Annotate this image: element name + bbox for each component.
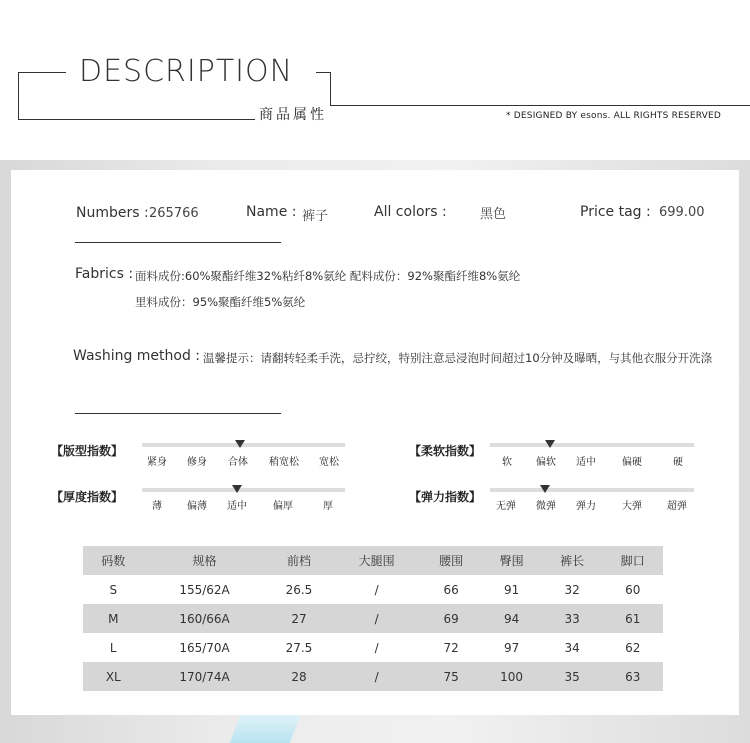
thickness-option: 薄 <box>152 501 162 512</box>
table-cell: 72 <box>443 640 459 655</box>
elasticity-option: 微弹 <box>536 501 556 512</box>
table-cell: 60 <box>625 582 641 597</box>
table-cell: 170/74A <box>144 662 266 691</box>
softness-index-marker <box>545 440 555 448</box>
numbers-label: Numbers : <box>76 205 149 221</box>
description-subtitle: 商品属性 <box>259 107 327 123</box>
table-cell: 91 <box>503 582 520 597</box>
elasticity-index-label: 【弹力指数】 <box>409 490 482 504</box>
softness-option: 适中 <box>576 457 596 468</box>
frame-line <box>18 72 19 120</box>
thickness-index-marker <box>232 485 242 493</box>
fit-option: 修身 <box>187 457 207 468</box>
thickness-option: 厚 <box>323 501 333 512</box>
table-header: 脚口 <box>602 546 663 575</box>
table-cell: 155/62A <box>179 582 230 597</box>
table-cell: 97 <box>503 640 520 655</box>
thickness-option: 适中 <box>227 501 247 512</box>
divider-line <box>330 105 750 106</box>
fit-option: 稍宽松 <box>269 457 299 468</box>
fit-index-marker <box>235 440 245 448</box>
price-value: 699.00 <box>659 205 705 220</box>
washing-label: Washing method : <box>73 348 201 364</box>
table-header: 臀围 <box>481 546 542 575</box>
header-section <box>0 0 750 160</box>
elasticity-index-track <box>490 488 694 492</box>
fabrics-label: Fabrics : <box>75 266 134 282</box>
elasticity-index-marker <box>540 485 550 493</box>
background-photo-detail <box>230 715 300 743</box>
softness-option: 偏软 <box>536 457 556 468</box>
fit-index-label: 【版型指数】 <box>51 444 124 458</box>
table-cell: 34 <box>564 640 580 655</box>
table-cell: 165/70A <box>179 640 230 655</box>
table-row <box>83 575 663 604</box>
table-cell: XL <box>83 662 144 691</box>
washing-value: 温馨提示：请翻转轻柔手洗，忌拧绞，特别注意忌浸泡时间超过10分钟及曝晒，与其他衣服分开洗涤 <box>203 351 713 365</box>
size-table <box>83 546 663 691</box>
section-divider <box>75 242 281 243</box>
name-value: 裤子 <box>302 209 329 224</box>
table-cell: 100 <box>481 662 542 691</box>
softness-option: 硬 <box>673 457 683 468</box>
table-header: 大腿围 <box>332 546 420 575</box>
fabrics-line-2: 里料成份：95%聚酯纤维5%氨纶 <box>135 295 306 309</box>
fabrics-line-1: 面料成份:60%聚酯纤维32%粘纤8%氨纶 配料成份：92%聚酯纤维8%氨纶 <box>135 269 521 283</box>
frame-line <box>330 72 331 105</box>
name-label: Name : <box>246 204 297 220</box>
table-header: 规格 <box>144 546 266 575</box>
fit-option: 宽松 <box>319 457 339 468</box>
softness-option: 偏硬 <box>622 457 642 468</box>
section-divider <box>75 413 281 414</box>
softness-option: 软 <box>502 457 512 468</box>
frame-line <box>18 72 66 73</box>
frame-line <box>316 72 330 73</box>
thickness-index-label: 【厚度指数】 <box>51 490 124 504</box>
elasticity-option: 大弹 <box>622 501 642 512</box>
elasticity-option: 无弹 <box>496 501 516 512</box>
table-cell: L <box>109 640 117 655</box>
table-cell: / <box>332 662 420 691</box>
softness-index-label: 【柔软指数】 <box>409 444 482 458</box>
elasticity-option: 超弹 <box>667 501 687 512</box>
table-header: 码数 <box>83 546 144 575</box>
price-label: Price tag : <box>580 204 651 220</box>
thickness-option: 偏薄 <box>187 501 207 512</box>
table-row <box>83 662 663 691</box>
table-header-row <box>83 546 663 575</box>
table-cell: S <box>109 582 118 597</box>
elasticity-option: 弹力 <box>576 501 596 512</box>
description-title: DESCRIPTION <box>79 54 294 89</box>
colors-label: All colors : <box>374 204 447 220</box>
table-cell: 66 <box>443 582 459 597</box>
table-cell: 160/66A <box>144 604 266 633</box>
thickness-option: 偏厚 <box>273 501 293 512</box>
table-row <box>83 633 663 662</box>
table-header: 前档 <box>266 546 333 575</box>
table-cell: M <box>83 604 144 633</box>
table-cell: / <box>374 640 379 655</box>
table-cell: 35 <box>542 662 603 691</box>
thickness-index-track <box>142 488 345 492</box>
fit-option: 紧身 <box>147 457 167 468</box>
table-cell: 62 <box>625 640 641 655</box>
rights-notice: * DESIGNED BY esons. ALL RIGHTS RESERVED <box>506 111 722 121</box>
table-cell: 94 <box>481 604 542 633</box>
colors-value: 黑色 <box>480 207 507 222</box>
table-cell: / <box>374 582 379 597</box>
table-cell: 32 <box>564 582 580 597</box>
table-cell: / <box>332 604 420 633</box>
table-cell: 61 <box>602 604 663 633</box>
table-cell: 69 <box>421 604 482 633</box>
table-cell: 27 <box>266 604 333 633</box>
fit-option: 合体 <box>228 457 248 468</box>
softness-index-track <box>490 443 694 447</box>
table-cell: 63 <box>602 662 663 691</box>
table-row <box>83 604 663 633</box>
table-cell: 27.5 <box>285 640 313 655</box>
frame-line <box>18 119 255 120</box>
table-cell: 33 <box>542 604 603 633</box>
table-cell: 28 <box>266 662 333 691</box>
table-cell: 26.5 <box>285 582 313 597</box>
numbers-value: 265766 <box>149 206 199 221</box>
table-cell: 75 <box>421 662 482 691</box>
table-header: 腰围 <box>421 546 482 575</box>
table-header: 裤长 <box>542 546 603 575</box>
